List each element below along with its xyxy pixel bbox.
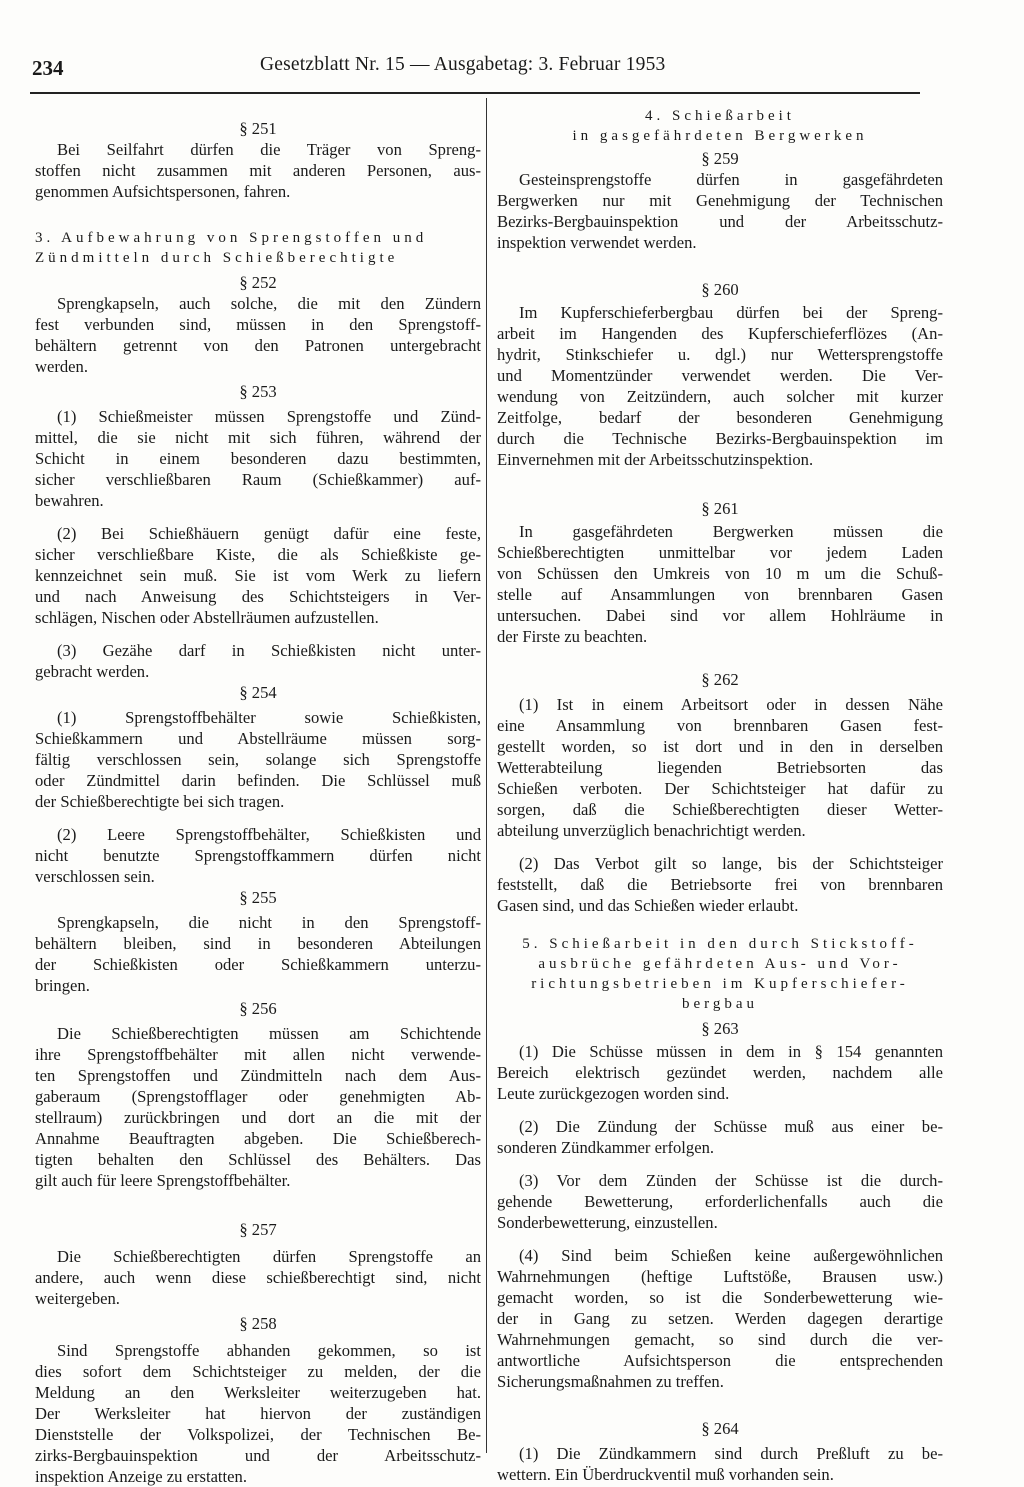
text-line: und nach Anweisung des Schichtsteigers in Ver-: [35, 587, 481, 606]
section-heading: [35, 228, 481, 268]
text-line: Schießen verboten. Der Schichtsteiger hat dafür zu: [497, 779, 943, 798]
text-line: gehende Bewetterung, erforderlichenfalls auch die: [497, 1192, 943, 1211]
text-line: der in Gang zu setzen. Werden dagegen derartige: [497, 1309, 943, 1328]
text-line: mittel, die sie nicht mit sich führen, während der: [35, 428, 481, 447]
text-line: verschlossen sein.: [35, 867, 155, 886]
paragraph: [497, 1245, 943, 1392]
text-line: Sind Sprengstoffe abhanden gekommen, so ist: [57, 1341, 481, 1360]
text-line: Im Kupferschieferbergbau dürfen bei der Spreng-: [519, 303, 943, 322]
text-line: gestellt worden, so ist dort und in den in derselben: [497, 737, 943, 756]
text-line: Bereich elektrisch gezündet werden, nachdem alle: [497, 1063, 943, 1082]
text-line: kennzeichnet sein muß. Sie ist vom Werk zu liefern: [35, 566, 481, 585]
text-line: (2) Bei Schießhäuern genügt dafür eine feste,: [57, 524, 481, 543]
section-number: § 264: [701, 1419, 739, 1438]
text-line: zirks-Bergbauinspektion und der Arbeitsschutz-: [35, 1446, 481, 1465]
text-line: (1) Schießmeister müssen Sprengstoffe und Zünd-: [57, 407, 481, 426]
page-header: [30, 50, 920, 94]
text-line: behältern getrennt von den Patronen untergebracht: [35, 336, 481, 355]
text-line: gilt auch für leere Sprengstoffbehälter.: [35, 1171, 291, 1190]
text-line: wendung von Zeitzündern, auch solcher mit kurzer: [497, 387, 943, 406]
text-line: 3. Aufbewahrung von Sprengstoffen und: [35, 230, 428, 246]
section-number: § 258: [239, 1314, 277, 1333]
text-line: (2) Leere Sprengstoffbehälter, Schießkisten und: [57, 825, 481, 844]
text-line: untersuchen. Dabei sind vor allem Hohlräume in: [497, 606, 943, 625]
text-line: behältern bleiben, sind in besonderen Abteilungen: [35, 934, 481, 953]
text-line: (4) Sind beim Schießen keine außergewöhnlichen: [519, 1246, 943, 1265]
text-line: Einvernehmen mit der Arbeitsschutzinspektion.: [497, 450, 814, 469]
paragraph: [497, 1116, 943, 1158]
text-line: Schicht in einem besonderen dazu bestimmten,: [35, 449, 481, 468]
text-line: 5. Schießarbeit in den durch Stickstoff-: [522, 936, 918, 952]
text-line: andere, auch wenn diese schießberechtigt sind, nicht: [35, 1268, 481, 1287]
text-line: in gasgefährdeten Bergwerken: [572, 128, 868, 144]
text-line: sonderen Zündkammer erfolgen.: [497, 1138, 715, 1157]
text-line: fältig verschlossen sein, solange sich Sprengstoffe: [35, 750, 481, 769]
paragraph: [497, 1170, 943, 1233]
text-line: In gasgefährdeten Bergwerken müssen die: [519, 522, 943, 541]
text-line: Die Schießberechtigten müssen am Schichtende: [57, 1024, 481, 1043]
paragraph: [35, 406, 481, 511]
text-line: inspektion verwendet werden.: [497, 233, 697, 252]
section-number: § 261: [701, 499, 739, 518]
text-line: Zeitfolge, bedarf der besonderen Genehmigung: [497, 408, 943, 427]
text-line: gaberaum (Sprengstofflager oder genehmigten Ab-: [35, 1087, 481, 1106]
text-line: Bezirks-Bergbauinspektion und der Arbeitsschutz-: [497, 212, 943, 231]
text-line: richtungsbetrieben im Kupferschiefer-: [531, 976, 909, 992]
text-line: dies sofort dem Schichtsteiger zu melden, der die: [35, 1362, 481, 1381]
text-line: antwortliche Aufsichtsperson die entsprechenden: [497, 1351, 943, 1370]
text-line: Sprengkapseln, auch solche, die mit den Zündern: [57, 294, 481, 313]
text-line: Gesteinsprengstoffe dürfen in gasgefährdeten: [519, 170, 943, 189]
paragraph: [497, 169, 943, 253]
section-number: § 255: [239, 888, 277, 907]
text-line: tigten behalten den Schlüssel des Behälters. Das: [35, 1150, 481, 1169]
paragraph: [35, 1246, 481, 1309]
text-line: ten Sprengstoffen und Zündmitteln nach dem Aus-: [35, 1066, 481, 1085]
text-line: eine Ansammlung von brennbaren Gasen fest-: [497, 716, 943, 735]
section-number: § 263: [701, 1019, 739, 1038]
text-line: 4. Schießarbeit: [645, 108, 795, 124]
text-line: und Momentzünder verwendet werden. Die Ver-: [497, 366, 943, 385]
section-number: § 260: [701, 280, 739, 299]
section-number: § 251: [239, 119, 277, 138]
paragraph: [497, 1443, 943, 1485]
text-line: wettern. Ein Überdruckventil muß vorhanden sein.: [497, 1465, 834, 1484]
page-number: 234: [32, 56, 64, 80]
text-line: Meldung an den Werksleiter weiterzugeben hat.: [35, 1383, 481, 1402]
section-number: § 262: [701, 670, 739, 689]
section-number: § 254: [239, 683, 277, 702]
text-line: nicht benutzte Sprengstoffkammern dürfen nicht: [35, 846, 481, 865]
section-number: § 252: [239, 273, 277, 292]
paragraph: [35, 640, 481, 682]
section-heading: [497, 934, 943, 1014]
text-line: (1) Ist in einem Arbeitsort oder in dessen Nähe: [519, 695, 943, 714]
text-line: (3) Gezähe darf in Schießkisten nicht unter-: [57, 641, 481, 660]
text-line: gebracht werden.: [35, 662, 150, 681]
text-line: (1) Die Schüsse müssen in dem in § 154 genannten: [519, 1042, 943, 1061]
text-line: abteilung unverzüglich benachrichtigt werden.: [497, 821, 806, 840]
text-line: Wetterabteilung liegenden Betriebsorten das: [497, 758, 943, 777]
text-line: Wahrnehmungen (heftige Luftstöße, Brausen usw.): [497, 1267, 943, 1286]
text-line: sicher verschließbare Kiste, die als Schießkiste ge-: [35, 545, 481, 564]
text-line: hydrit, Stinkschiefer u. dgl.) nur Wettersprengstoffe: [497, 345, 943, 364]
text-line: (1) Sprengstoffbehälter sowie Schießkisten,: [57, 708, 481, 727]
paragraph: [35, 824, 481, 887]
paragraph: [497, 694, 943, 841]
text-line: bergbau: [681, 996, 759, 1012]
paragraph: [35, 707, 481, 812]
text-line: Zündmitteln durch Schießberechtigte: [35, 250, 399, 266]
text-line: Gasen sind, und das Schießen wieder erlaubt.: [497, 896, 799, 915]
running-head: Gesetzblatt Nr. 15 — Ausgabetag: 3. Februar 1953: [260, 54, 666, 75]
text-line: Bei Seilfahrt dürfen die Träger von Spreng-: [57, 140, 481, 159]
text-line: werden.: [35, 357, 88, 376]
text-line: bewahren.: [35, 491, 104, 510]
text-line: Bergwerken nur mit Genehmigung der Technischen: [497, 191, 943, 210]
text-line: Sicherungsmaßnahmen zu treffen.: [497, 1372, 724, 1391]
paragraph: [35, 523, 481, 628]
text-line: Schießberechtigten unmittelbar vor jedem Laden: [497, 543, 943, 562]
text-line: sorgen, daß die Schießberechtigten dieser Wetter-: [497, 800, 943, 819]
text-line: schlägen, Nischen oder Abstellräumen aufzustellen.: [35, 608, 379, 627]
section-number: § 257: [239, 1220, 277, 1239]
text-line: oder Zündmittel darin befinden. Die Schlüssel muß: [35, 771, 481, 790]
text-line: fest verbunden sind, müssen in den Sprengstoff-: [35, 315, 481, 334]
paragraph: [497, 1041, 943, 1104]
section-number: § 253: [239, 382, 277, 401]
paragraph: [497, 853, 943, 916]
text-line: arbeit im Hangenden des Kupferschieferflözes (An-: [497, 324, 943, 343]
text-line: Wahrnehmungen gemacht, so sind durch die ver-: [497, 1330, 943, 1349]
text-line: bringen.: [35, 976, 90, 995]
text-line: Annahme Beauftragten abgeben. Die Schießberech-: [35, 1129, 481, 1148]
paragraph: [35, 139, 481, 202]
text-line: der Schießberechtigte bei sich tragen.: [35, 792, 285, 811]
paragraph: [497, 521, 943, 647]
paragraph: [497, 302, 943, 470]
section-number: § 256: [239, 999, 277, 1018]
text-line: ausbrüche gefährdeten Aus- und Vor-: [538, 956, 902, 972]
text-line: sicher verschließbaren Raum (Schießkammer) auf-: [35, 470, 481, 489]
text-line: durch die Technische Bezirks-Bergbauinspektion im: [497, 429, 943, 448]
text-line: (2) Die Zündung der Schüsse muß aus einer be-: [519, 1117, 943, 1136]
text-line: Der Werksleiter hat hiervon der zuständigen: [35, 1404, 481, 1423]
text-line: Die Schießberechtigten dürfen Sprengstoffe an: [57, 1247, 481, 1266]
section-heading: [497, 106, 943, 146]
paragraph: [35, 293, 481, 377]
text-line: (3) Vor dem Zünden der Schüsse ist die durch-: [519, 1171, 943, 1190]
right-column: [497, 100, 943, 1485]
text-line: Schießkammern und Abstellräume müssen sorg-: [35, 729, 481, 748]
left-column: [35, 100, 481, 1487]
text-line: stoffen nicht zusammen mit anderen Personen, aus-: [35, 161, 481, 180]
text-line: stelle auf Ansammlungen von brennbaren Gasen: [497, 585, 943, 604]
column-divider: [486, 98, 487, 1453]
text-line: stellraum) zurückbringen und dort an die mit der: [35, 1108, 481, 1127]
text-line: Dienststelle der Volkspolizei, der Technischen Be-: [35, 1425, 481, 1444]
text-line: inspektion Anzeige zu erstatten.: [35, 1467, 247, 1486]
text-line: Sprengkapseln, die nicht in den Sprengstoff-: [57, 913, 481, 932]
text-line: feststellt, daß die Betriebsorte frei von brennbaren: [497, 875, 943, 894]
text-line: ihre Sprengstoffbehälter mit allen nicht verwende-: [35, 1045, 481, 1064]
text-line: Sonderbewetterung, einzustellen.: [497, 1213, 718, 1232]
text-line: von Schüssen den Umkreis von 10 m um die Schuß-: [497, 564, 943, 583]
text-line: gemacht worden, so ist die Sonderbewetterung wie-: [497, 1288, 943, 1307]
text-line: (1) Die Zündkammern sind durch Preßluft zu be-: [519, 1444, 943, 1463]
text-line: weitergeben.: [35, 1289, 120, 1308]
text-line: (2) Das Verbot gilt so lange, bis der Schichtsteiger: [519, 854, 943, 873]
text-line: Leute zurückgezogen worden sind.: [497, 1084, 730, 1103]
text-line: der Schießkisten oder Schießkammern unterzu-: [35, 955, 481, 974]
paragraph: [35, 1340, 481, 1487]
paragraph: [35, 912, 481, 996]
section-number: § 259: [701, 149, 739, 168]
text-line: der Firste zu beachten.: [497, 627, 648, 646]
paragraph: [35, 1023, 481, 1191]
text-line: genommen Aufsichtspersonen, fahren.: [35, 182, 291, 201]
